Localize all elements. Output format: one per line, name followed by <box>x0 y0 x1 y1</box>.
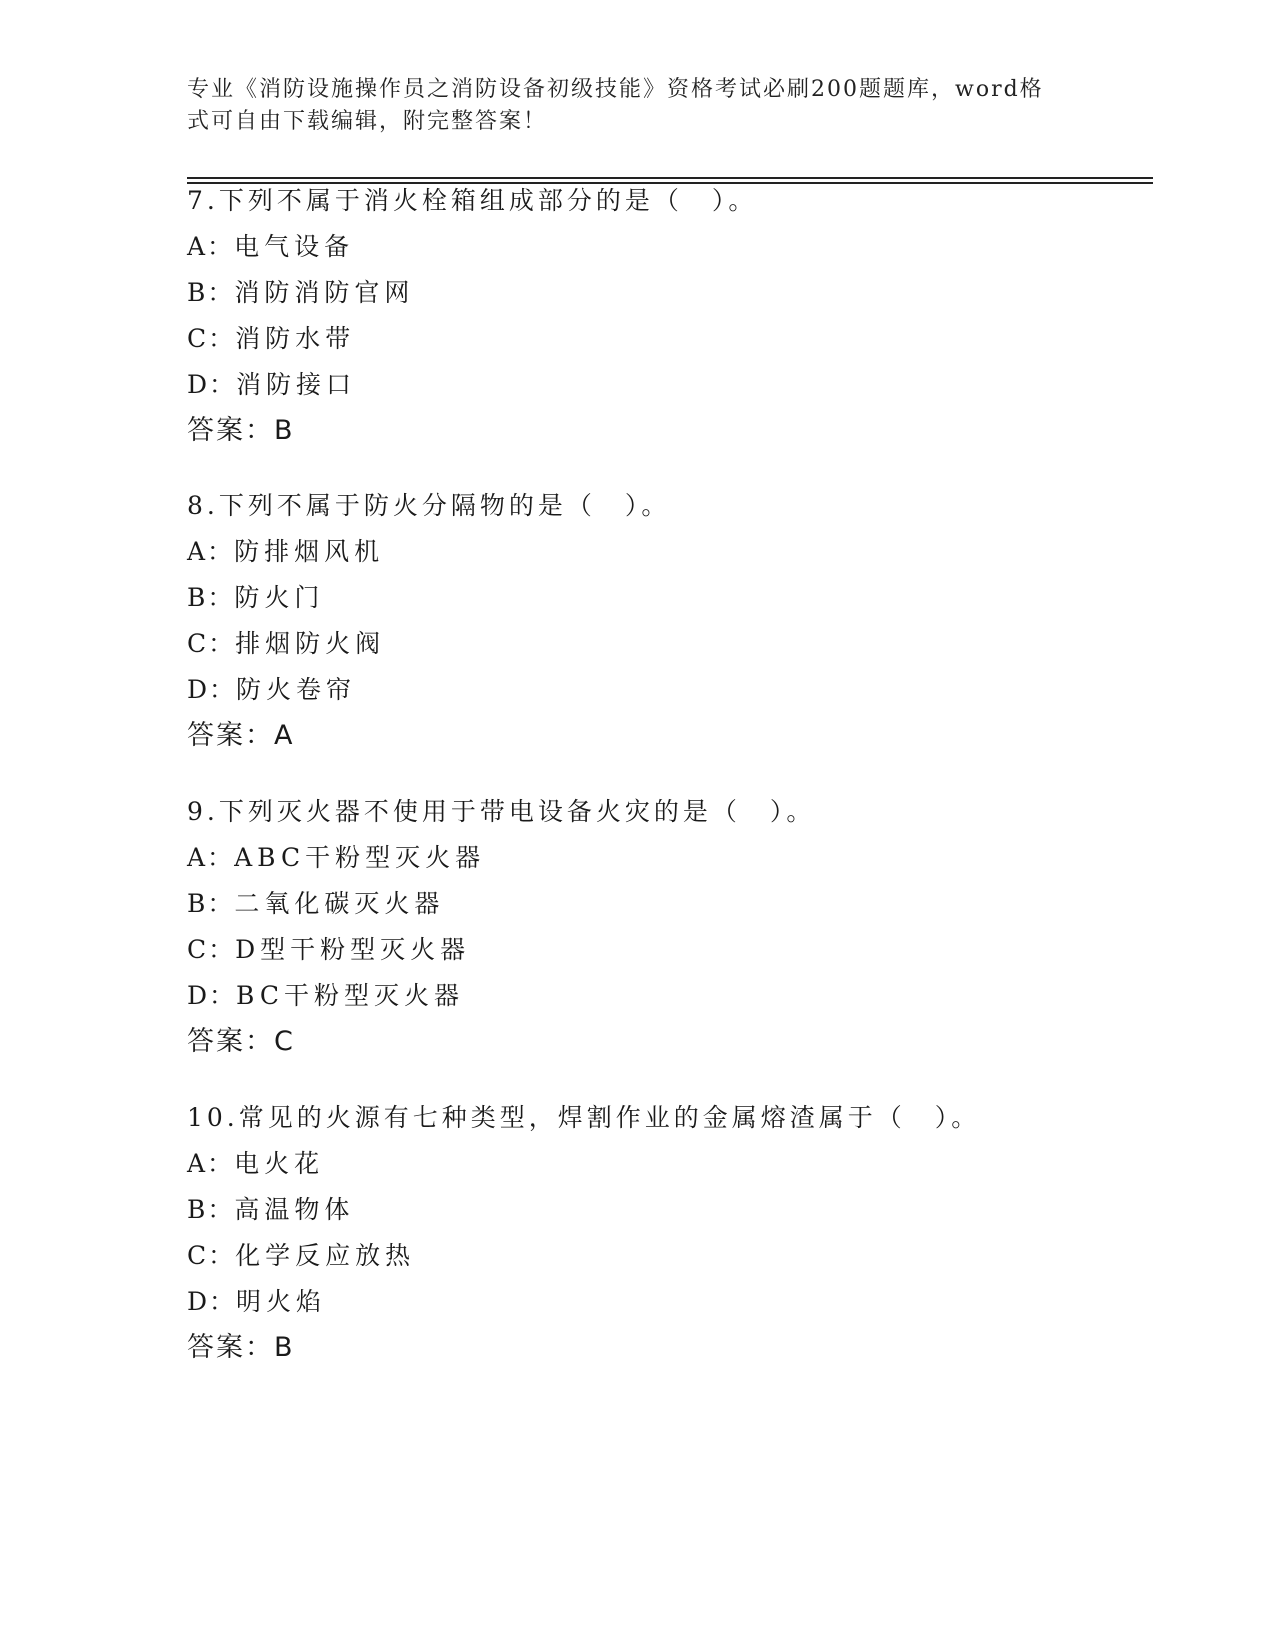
question-stem: 7.下列不属于消火栓箱组成部分的是（ ）。 <box>187 186 758 215</box>
option-letter: C： <box>187 1241 236 1270</box>
option-letter: C： <box>187 935 236 964</box>
option-d <box>187 1279 1167 1325</box>
option-letter: C： <box>187 629 236 658</box>
option-letter: D： <box>187 370 237 399</box>
question-stem: 8.下列不属于防火分隔物的是（ ）。 <box>187 491 671 520</box>
option-text: 明火焰 <box>236 1287 327 1316</box>
question-8 <box>187 483 1167 759</box>
option-text: BC干粉型灭火器 <box>236 981 465 1010</box>
question-9 <box>187 789 1167 1065</box>
option-text: 电火花 <box>234 1149 325 1178</box>
option-letter: A： <box>187 232 235 261</box>
option-b <box>187 1187 1167 1233</box>
option-text: 高温物体 <box>234 1195 355 1224</box>
option-letter: B： <box>187 583 235 612</box>
answer: 答案：B <box>187 415 295 446</box>
answer: 答案：A <box>187 720 295 751</box>
option-d <box>187 362 1167 408</box>
option-letter: B： <box>187 278 235 307</box>
option-letter: A： <box>187 537 235 566</box>
option-letter: B： <box>187 889 235 918</box>
option-text: 消防消防官网 <box>234 278 415 307</box>
answer: 答案：C <box>187 1026 295 1057</box>
option-text: 化学反应放热 <box>235 1241 416 1270</box>
answer: 答案：B <box>187 1332 295 1363</box>
option-a <box>187 529 1167 575</box>
option-text: 电气设备 <box>234 232 355 261</box>
option-d <box>187 667 1167 713</box>
option-letter: A： <box>187 843 235 872</box>
option-b <box>187 270 1167 316</box>
option-c <box>187 927 1167 973</box>
option-letter: D： <box>187 675 237 704</box>
question-7 <box>187 178 1167 454</box>
option-text: 防火门 <box>234 583 325 612</box>
option-text: 防排烟风机 <box>234 537 385 566</box>
option-a <box>187 224 1167 270</box>
option-a <box>187 835 1167 881</box>
option-text: 消防接口 <box>236 370 357 399</box>
option-letter: D： <box>187 981 237 1010</box>
question-stem: 9.下列灭火器不使用于带电设备火灾的是（ ）。 <box>187 797 816 826</box>
header-line-1: 专业《消防设施操作员之消防设备初级技能》资格考试必刷200题题库，word格 <box>187 77 1044 102</box>
question-stem: 10.常见的火源有七种类型，焊割作业的金属熔渣属于（ ）。 <box>187 1103 981 1132</box>
option-d <box>187 973 1167 1019</box>
question-10 <box>187 1095 1167 1371</box>
option-a <box>187 1141 1167 1187</box>
option-b <box>187 575 1167 621</box>
option-text: 防火卷帘 <box>236 675 357 704</box>
option-c <box>187 621 1167 667</box>
option-text: ABC干粉型灭火器 <box>234 843 486 872</box>
option-letter: D： <box>187 1287 237 1316</box>
option-letter: C： <box>187 324 236 353</box>
option-text: D型干粉型灭火器 <box>235 935 471 964</box>
option-text: 二氧化碳灭火器 <box>234 889 445 918</box>
option-c <box>187 316 1167 362</box>
option-b <box>187 881 1167 927</box>
document-header <box>187 74 1067 138</box>
option-letter: B： <box>187 1195 235 1224</box>
option-text: 消防水带 <box>235 324 356 353</box>
option-text: 排烟防火阀 <box>235 629 386 658</box>
option-c <box>187 1233 1167 1279</box>
header-line-2: 式可自由下载编辑，附完整答案！ <box>187 109 548 134</box>
option-letter: A： <box>187 1149 235 1178</box>
